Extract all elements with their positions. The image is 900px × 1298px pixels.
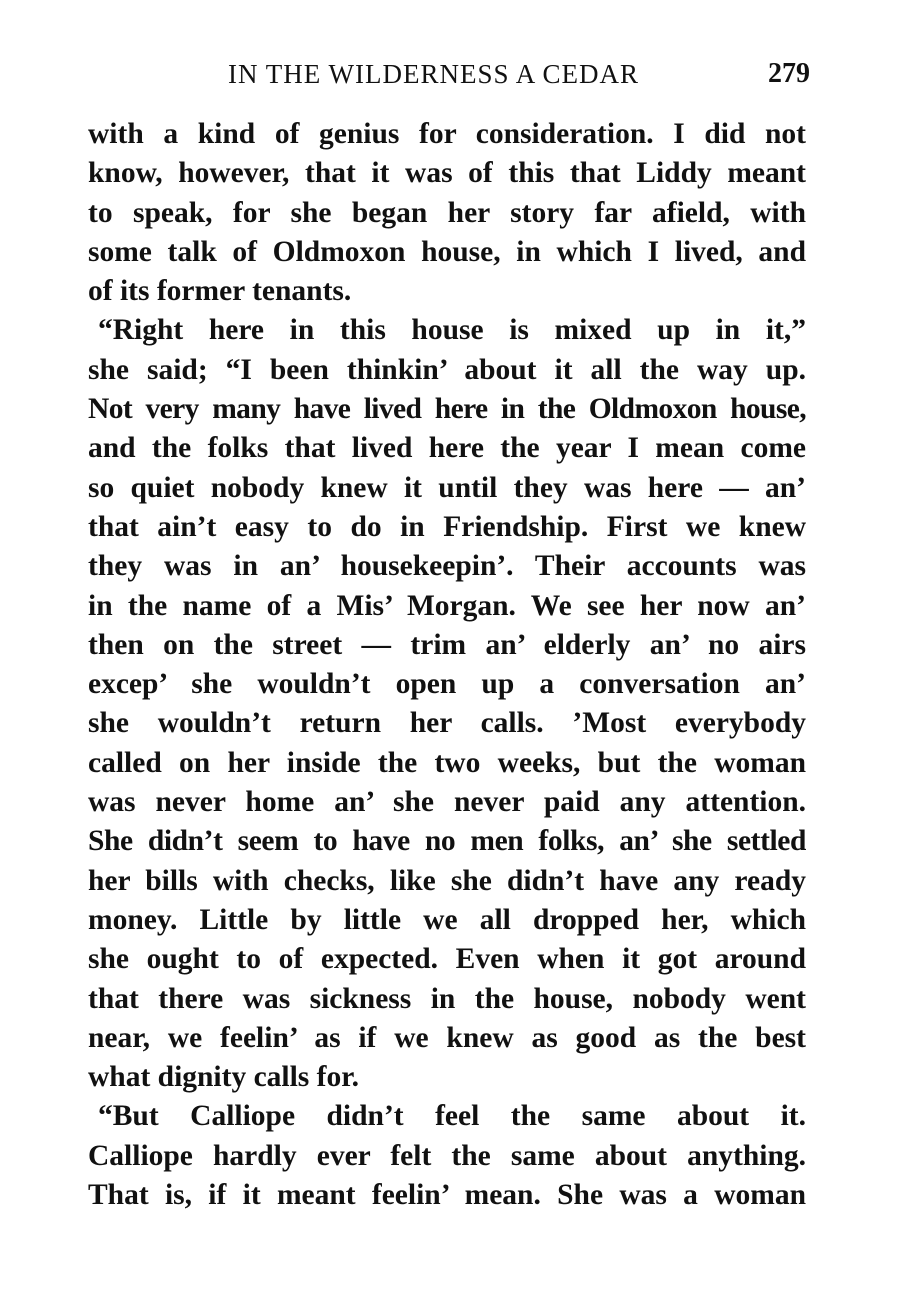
text-line-paragraph-start: “Right here in this house is mixed up in it,” xyxy=(98,314,806,347)
text-line: with a kind of genius for consideration. I did not xyxy=(88,118,806,150)
text-line: She didn’t seem to have no men folks, an’ she settled xyxy=(88,825,806,858)
text-line: that ain’t easy to do in Friendship. First we knew xyxy=(88,510,806,543)
body-text xyxy=(88,115,806,1215)
text-line-paragraph-start: “But Calliope didn’t feel the same about it. xyxy=(98,1100,806,1133)
text-line: near, we feelin’ as if we knew as good as the best xyxy=(88,1021,806,1054)
text-line: some talk of Oldmoxon house, in which I lived, and xyxy=(88,235,806,268)
text-line: was never home an’ she never paid any attention. xyxy=(88,786,806,819)
text-line: her bills with checks, like she didn’t have any ready xyxy=(88,864,806,897)
text-line: Not very many have lived here in the Oldmoxon house, xyxy=(88,393,806,426)
text-line: then on the street — trim an’ elderly an’ no airs xyxy=(88,628,806,661)
text-line: to speak, for she began her story far afield, with xyxy=(88,196,806,229)
running-title: IN THE WILDERNESS A CEDAR xyxy=(228,59,640,89)
text-line: Calliope hardly ever felt the same about anything. xyxy=(88,1139,806,1172)
text-line: what dignity calls for. xyxy=(88,1061,359,1094)
text-line: money. Little by little we all dropped her, which xyxy=(88,903,806,936)
text-line: she said; “I been thinkin’ about it all the way up. xyxy=(88,353,806,386)
text-line: of its former tenants. xyxy=(88,275,352,308)
text-line: know, however, that it was of this that Liddy meant xyxy=(88,157,806,190)
text-line: so quiet nobody knew it until they was here — an’ xyxy=(88,471,806,504)
text-line: that there was sickness in the house, nobody went xyxy=(88,982,806,1015)
running-head xyxy=(88,56,810,92)
text-line: excep’ she wouldn’t open up a conversation an’ xyxy=(88,668,806,701)
text-line: called on her inside the two weeks, but the woman xyxy=(88,746,806,779)
text-line: she ought to of expected. Even when it got around xyxy=(88,943,806,976)
text-line: she wouldn’t return her calls. ’Most everybody xyxy=(88,707,806,740)
page-number: 279 xyxy=(768,58,810,89)
text-line: they was in an’ housekeepin’. Their accounts was xyxy=(88,550,806,583)
text-line: in the name of a Mis’ Morgan. We see her now an’ xyxy=(88,589,806,622)
text-line: and the folks that lived here the year I mean come xyxy=(88,432,806,465)
text-line: That is, if it meant feelin’ mean. She was a woman xyxy=(88,1179,806,1212)
